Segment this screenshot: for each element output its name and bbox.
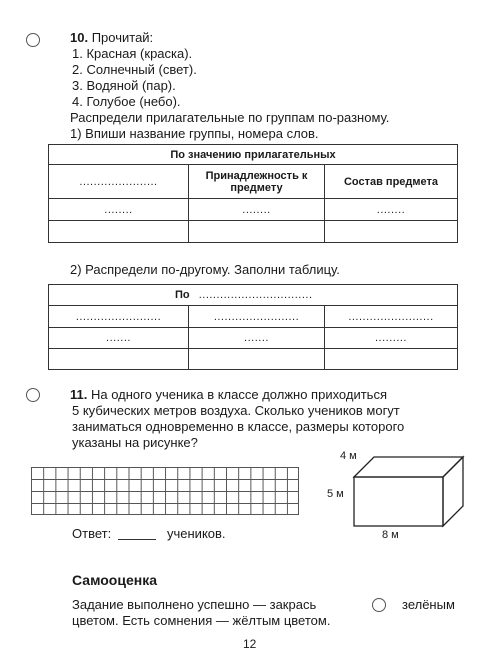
task-11-checkbox-circle[interactable] — [26, 388, 40, 402]
table-2-header[interactable] — [49, 285, 458, 306]
calculation-grid[interactable] — [31, 467, 299, 515]
table-1-cell[interactable]: ........ — [325, 199, 458, 221]
table-2-cell[interactable] — [189, 349, 325, 370]
table-1-cell[interactable] — [49, 221, 189, 243]
table-2-header-dots: ................................ — [198, 289, 313, 301]
task-11-text-1: На одного ученика в классе должно приходиться — [90, 387, 387, 402]
task-11-line-3: заниматься одновременно в классе, размеры которого — [72, 419, 405, 434]
answer-input-line[interactable] — [118, 539, 156, 540]
table-2 — [48, 284, 458, 370]
task-11-line-4: указаны на рисунке? — [72, 435, 198, 450]
table-1-col-2-header: Принадлежность к предмету — [189, 165, 325, 199]
table-2-col-header[interactable]: ........................ — [325, 306, 458, 328]
self-assessment-title: Самооценка — [72, 572, 157, 588]
answer-label: Ответ: — [72, 526, 112, 541]
table-2-cell[interactable] — [325, 349, 458, 370]
table-1 — [48, 144, 458, 243]
table-2-header-prefix: По — [175, 289, 190, 301]
table-1-header: По значению прилагательных — [49, 145, 458, 165]
task-10-heading — [70, 30, 153, 46]
task-10-instruction: Распредели прилагательные по группам по-разному. — [70, 110, 390, 125]
self-assessment-line-1-end: зелёным — [402, 597, 455, 612]
task-10-step-2: 2) Распредели по-другому. Заполни таблицу. — [70, 262, 340, 277]
table-1-col-1-header[interactable]: ...................... — [49, 165, 189, 199]
task-10-step-1: 1) Впиши название группы, номера слов. — [70, 126, 319, 141]
task-10-item-1: 1. Красная (краска). — [72, 46, 193, 61]
task-10-title: Прочитай: — [91, 30, 154, 45]
table-2-cell[interactable]: ....... — [189, 328, 325, 349]
table-1-cell[interactable] — [325, 221, 458, 243]
table-2-col-header[interactable]: ........................ — [49, 306, 189, 328]
task-10-item-3: 3. Водяной (пар). — [72, 78, 176, 93]
self-assessment-circle[interactable] — [372, 598, 386, 612]
self-assessment-line-2: цветом. Есть сомнения — жёлтым цветом. — [72, 613, 331, 628]
task-10-item-4: 4. Голубое (небо). — [72, 94, 181, 109]
page-number: 12 — [243, 637, 257, 651]
dimension-height-label: 4 м — [340, 450, 357, 462]
task-10-item-2: 2. Солнечный (свет). — [72, 62, 197, 77]
table-2-cell[interactable]: ......... — [325, 328, 458, 349]
table-1-col-3-header: Состав предмета — [325, 165, 458, 199]
box-front-face — [354, 477, 443, 526]
table-2-col-header[interactable]: ........................ — [189, 306, 325, 328]
table-2-cell[interactable]: ....... — [49, 328, 189, 349]
table-2-cell[interactable] — [49, 349, 189, 370]
task-10-number: 10. — [70, 30, 89, 45]
answer-unit: учеников. — [167, 526, 226, 541]
self-assessment-line-1: Задание выполнено успешно — закрась — [72, 597, 317, 612]
table-1-cell[interactable]: ........ — [189, 199, 325, 221]
task-11-line-2: 5 кубических метров воздуха. Сколько учеников могут — [72, 403, 400, 418]
task-11-number: 11. — [70, 387, 88, 402]
dimension-width-label: 8 м — [382, 529, 399, 541]
box-side-face — [443, 457, 463, 526]
dimension-depth-label: 5 м — [327, 488, 344, 500]
table-1-cell[interactable]: ........ — [49, 199, 189, 221]
task-10-checkbox-circle[interactable] — [26, 33, 40, 47]
table-1-cell[interactable] — [189, 221, 325, 243]
task-11-line-1 — [70, 387, 387, 403]
